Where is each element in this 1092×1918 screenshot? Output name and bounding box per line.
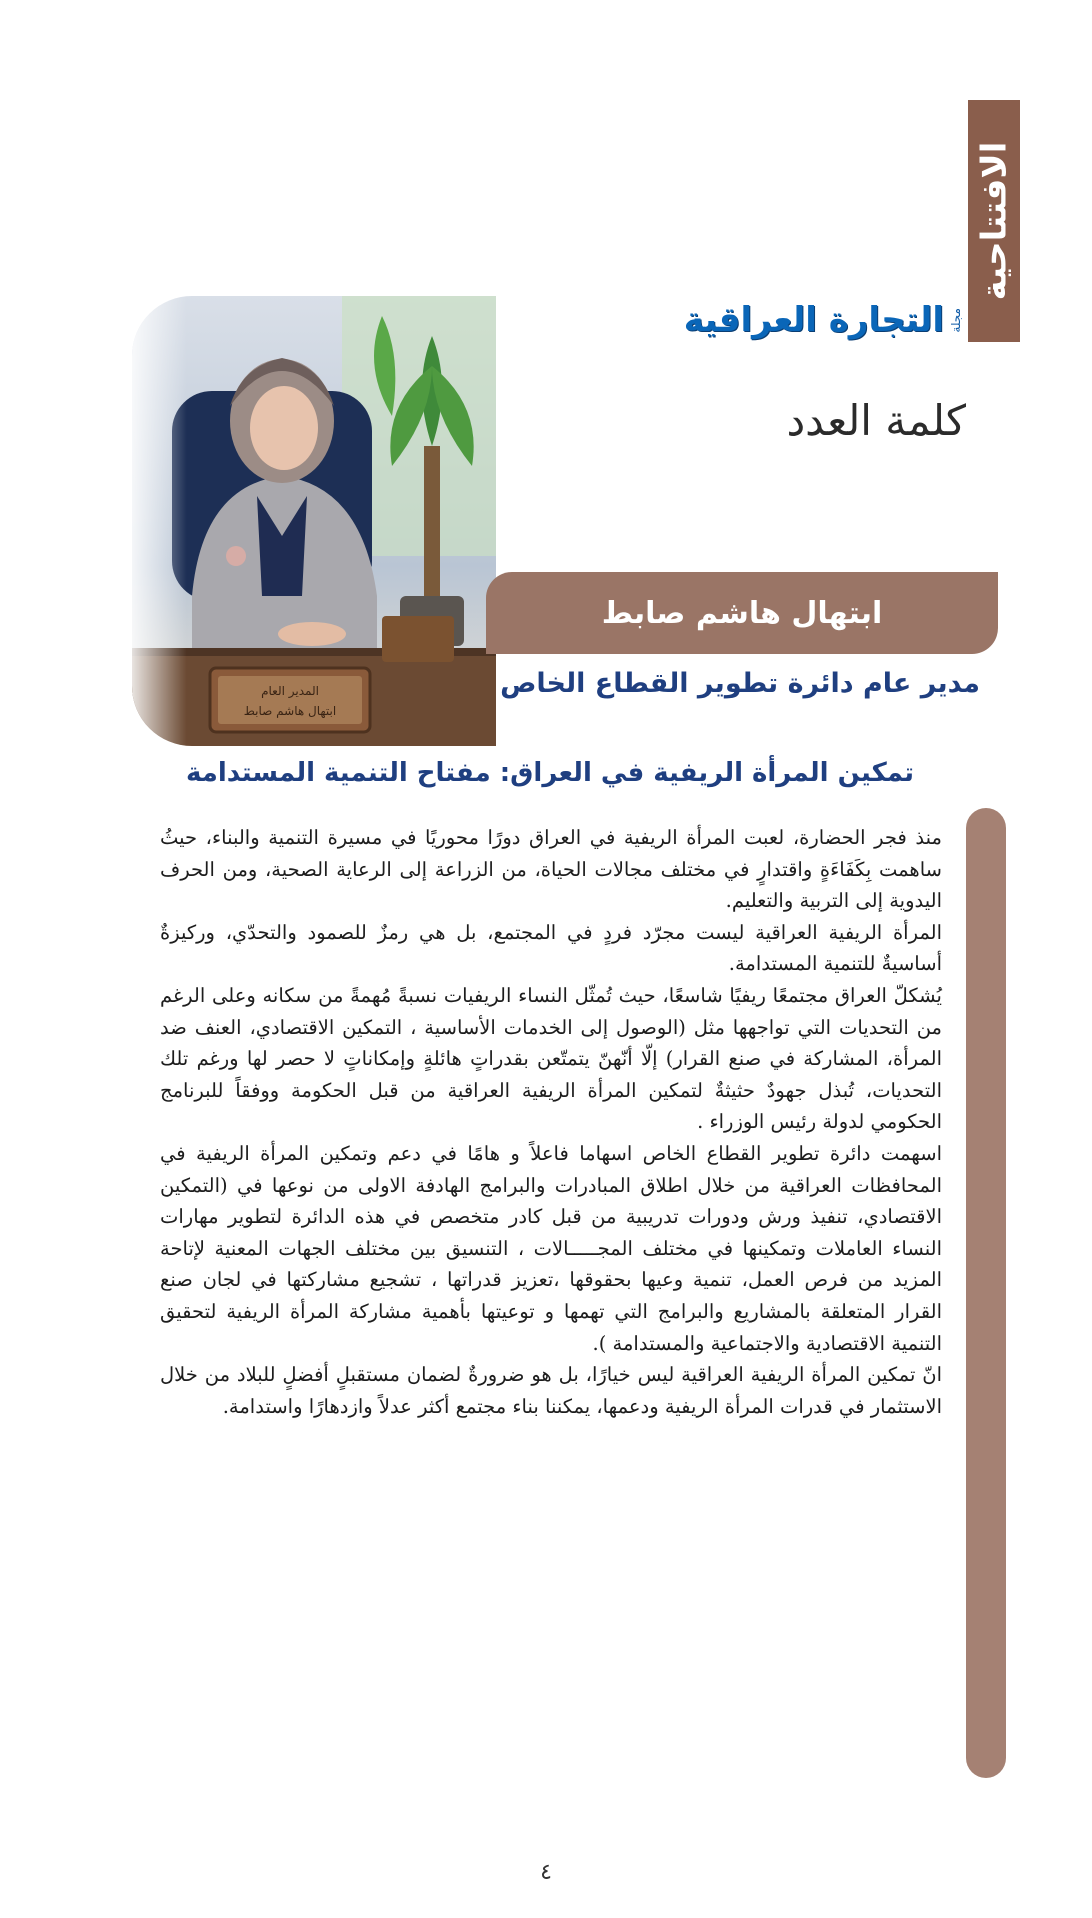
article-body xyxy=(160,822,942,1422)
paragraph: اسهمت دائرة تطوير القطاع الخاص اسهاما فاعلاً و هامًا في دعم وتمكين المرأة الريفية في المحافظات العراقية من خلال اطلاق المبادرات والبرامج الهادفة الاولى من نوعها في (التمكين الاقتصادي، تنفيذ ورش ودورات تدريبية من قبل كادر متخصص في هذه الدائرة لتطوير مهارات النساء العاملات وتمكينها في مختلف المجـــــالات ، التنسيق بين مختلف الجهات المعنية لإتاحة المزيد من فرص العمل، تنمية وعيها بحقوقها ،تعزيز قدراتها ، تشجيع مشاركتها في لجان صنع القرار المتعلقة بالمشاريع والبرامج التي تهمها و توعيتها بأهمية مشاركة المرأة الريفية لتحقيق التنمية الاقتصادية والاجتماعية والمستدامة ). xyxy=(160,1141,942,1355)
paragraph: المرأة الريفية العراقية ليست مجرّد فردٍ في المجتمع، بل هي رمزٌ للصمود والتحدّي، وركيزةٌ أساسيةٌ للتنمية المستدامة. xyxy=(160,920,942,976)
logo-prefix: مجلة xyxy=(949,307,963,333)
magazine-logo xyxy=(683,288,963,352)
author-title: مدير عام دائرة تطوير القطاع الخاص xyxy=(500,668,980,699)
paragraph: يُشكلّ العراق مجتمعًا ريفيًا شاسعًا، حيث تُمثّل النساء الريفيات نسبةً مُهمةً من سكانه وعلى الرغم من التحديات التي تواجهها مثل (الوصول إلى الخدمات الأساسية ، التمكين الاقتصادي، العنف ضد المرأة، المشاركة في صنع القرار) إلّا أنّهنّ يتمتّعن بقدراتٍ هائلةٍ وإمكاناتٍ لا حصر لها ورغم تلك التحديات، تُبذل جهودٌ حثيثةٌ لتمكين المرأة الريفية العراقية من قبل الحكومة ووفقاً للبرنامج الحكومي لدولة رئيس الوزراء . xyxy=(160,983,942,1134)
author-name-banner xyxy=(486,572,998,654)
paragraph: منذ فجر الحضارة، لعبت المرأة الريفية في العراق دورًا محوريًا في مسيرة التنمية والبناء، حيثُ ساهمت بِكَفَاءَةٍ واقتدارٍ في مختلف مجالات الحياة، من الزراعة إلى الرعاية الصحية، ومن الحرف اليدوية إلى التربية والتعليم. xyxy=(160,826,942,913)
author-photo xyxy=(132,296,496,746)
section-tab xyxy=(968,100,1020,342)
side-decoration-bar xyxy=(966,808,1006,1778)
author-photo-illustration xyxy=(132,296,496,746)
article-headline: تمكين المرأة الريفية في العراق: مفتاح التنمية المستدامة xyxy=(186,758,914,788)
page-number: ٤ xyxy=(540,1860,552,1885)
logo-name: التجارة العراقية xyxy=(683,300,944,340)
paragraph: انّ تمكين المرأة الريفية العراقية ليس خيارًا، بل هو ضرورةٌ لضمان مستقبلٍ أفضلٍ للبلاد من خلال الاستثمار في قدرات المرأة الريفية ودعمها، يمكننا بناء مجتمع أكثر عدلاً وازدهارًا واستدامة. xyxy=(160,1363,942,1418)
author-name: ابتهال هاشم صابط xyxy=(601,595,883,631)
section-tab-label: الافتتاحية xyxy=(974,141,1015,301)
issue-word-heading: كلمة العدد xyxy=(786,396,966,445)
